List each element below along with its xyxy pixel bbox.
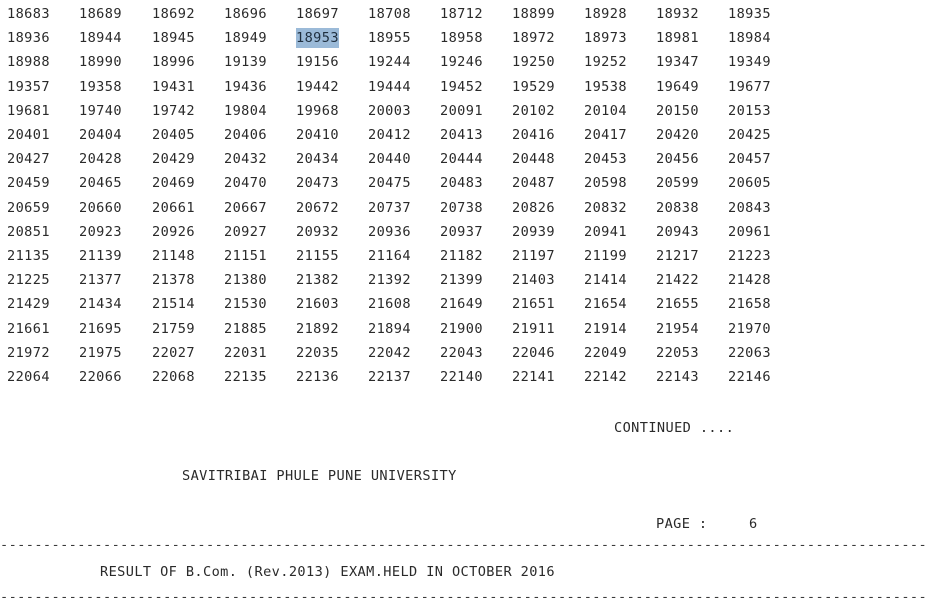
seat-number[interactable]: 20487 — [512, 175, 555, 192]
seat-number[interactable]: 18683 — [7, 6, 50, 22]
seat-number[interactable]: 20598 — [584, 175, 627, 192]
seat-number[interactable]: 20456 — [656, 151, 699, 168]
seat-number[interactable]: 21151 — [224, 248, 267, 264]
seat-number[interactable]: 20599 — [656, 175, 699, 192]
seat-number[interactable]: 20417 — [584, 127, 627, 143]
seat-number[interactable]: 21382 — [296, 272, 339, 289]
seat-number[interactable]: 18689 — [79, 6, 122, 22]
seat-number[interactable]: 21892 — [296, 320, 339, 337]
seat-number[interactable]: 19250 — [512, 54, 555, 71]
seat-number[interactable]: 20104 — [584, 102, 627, 119]
seat-number[interactable]: 20427 — [7, 151, 50, 168]
seat-number[interactable]: 22136 — [296, 369, 339, 385]
seat-number[interactable]: 20941 — [584, 223, 627, 240]
page-label: PAGE : — [656, 516, 708, 532]
seat-number[interactable]: 18899 — [512, 6, 555, 22]
seat-number[interactable]: 20851 — [7, 223, 50, 240]
seat-number[interactable]: 20943 — [656, 223, 699, 240]
seat-number[interactable]: 21197 — [512, 248, 555, 264]
seat-number[interactable]: 20416 — [512, 127, 555, 143]
seat-number[interactable]: 19252 — [584, 54, 627, 71]
divider-rule-bottom: ------------------------------------------------------------------------------------------------------------ — [0, 589, 927, 605]
continued-label: CONTINUED .... — [614, 420, 735, 436]
seat-number[interactable]: 18996 — [152, 54, 195, 71]
seat-number[interactable]: 19246 — [440, 54, 483, 71]
seat-number[interactable]: 20932 — [296, 223, 339, 240]
seat-number[interactable]: 18936 — [7, 30, 50, 47]
seat-number[interactable]: 19538 — [584, 78, 627, 95]
seat-number[interactable]: 20672 — [296, 199, 339, 216]
seat-number[interactable]: 21148 — [152, 248, 195, 264]
seat-number[interactable]: 20473 — [296, 175, 339, 192]
seat-number[interactable]: 20420 — [656, 127, 699, 143]
seat-number[interactable]: 20475 — [368, 175, 411, 192]
seat-number[interactable]: 20961 — [728, 223, 771, 240]
seat-number[interactable]: 21649 — [440, 296, 483, 313]
seat-number[interactable]: 19649 — [656, 78, 699, 95]
seat-number[interactable]: 20661 — [152, 199, 195, 216]
seat-number[interactable]: 20459 — [7, 175, 50, 192]
seat-number[interactable]: 21223 — [728, 248, 771, 264]
seat-number[interactable]: 20465 — [79, 175, 122, 192]
divider-rule-top: ------------------------------------------------------------------------------------------------------------ — [0, 537, 927, 553]
seat-number[interactable]: 18988 — [7, 54, 50, 71]
seat-number[interactable]: 20406 — [224, 127, 267, 143]
seat-number[interactable]: 20926 — [152, 223, 195, 240]
seat-number[interactable]: 21199 — [584, 248, 627, 264]
seat-number[interactable]: 19740 — [79, 102, 122, 119]
seat-number[interactable]: 20412 — [368, 127, 411, 143]
seat-number[interactable]: 20738 — [440, 199, 483, 216]
seat-number[interactable]: 22053 — [656, 344, 699, 361]
seat-number[interactable]: 18955 — [368, 30, 411, 47]
seat-number[interactable]: 22146 — [728, 369, 771, 385]
seat-number[interactable]: 20153 — [728, 102, 771, 119]
seat-number[interactable]: 18949 — [224, 30, 267, 47]
seat-number[interactable]: 20434 — [296, 151, 339, 168]
result-title: RESULT OF B.Com. (Rev.2013) EXAM.HELD IN OCTOBER 2016 — [100, 564, 555, 580]
seat-number[interactable]: 18708 — [368, 6, 411, 22]
seat-number[interactable]: 22042 — [368, 344, 411, 361]
seat-number[interactable]: 19139 — [224, 54, 267, 71]
seat-number[interactable]: 19529 — [512, 78, 555, 95]
seat-number[interactable]: 22063 — [728, 344, 771, 361]
seat-number[interactable]: 21514 — [152, 296, 195, 313]
seat-number[interactable]: 21603 — [296, 296, 339, 313]
seat-number[interactable]: 20832 — [584, 199, 627, 216]
seat-number[interactable]: 20401 — [7, 127, 50, 143]
seat-number[interactable]: 20605 — [728, 175, 771, 192]
seat-number[interactable]: 21911 — [512, 320, 555, 337]
seat-number[interactable]: 21414 — [584, 272, 627, 289]
seat-number[interactable]: 19442 — [296, 78, 339, 95]
seat-number[interactable]: 21139 — [79, 248, 122, 264]
seat-number[interactable]: 22031 — [224, 344, 267, 361]
seat-number[interactable]: 20457 — [728, 151, 771, 168]
seat-number[interactable]: 22066 — [79, 369, 122, 385]
seat-number[interactable]: 21894 — [368, 320, 411, 337]
selected-seat-number[interactable]: 18953 — [296, 30, 339, 47]
seat-number[interactable]: 20939 — [512, 223, 555, 240]
seat-number[interactable]: 21655 — [656, 296, 699, 313]
seat-number[interactable]: 22137 — [368, 369, 411, 385]
seat-number[interactable]: 19681 — [7, 102, 50, 119]
university-name: SAVITRIBAI PHULE PUNE UNIVERSITY — [182, 468, 457, 484]
seat-number[interactable]: 19244 — [368, 54, 411, 71]
seat-number[interactable]: 21654 — [584, 296, 627, 313]
seat-number[interactable]: 18945 — [152, 30, 195, 47]
seat-number[interactable]: 18928 — [584, 6, 627, 22]
seat-number[interactable]: 18696 — [224, 6, 267, 22]
seat-number[interactable]: 20936 — [368, 223, 411, 240]
seat-number[interactable]: 20444 — [440, 151, 483, 168]
seat-number[interactable]: 20483 — [440, 175, 483, 192]
seat-number[interactable]: 22142 — [584, 369, 627, 385]
seat-number[interactable]: 21135 — [7, 248, 50, 264]
seat-number[interactable]: 20410 — [296, 127, 339, 143]
seat-number[interactable]: 20937 — [440, 223, 483, 240]
seat-number[interactable]: 20425 — [728, 127, 771, 143]
seat-number[interactable]: 18712 — [440, 6, 483, 22]
seat-number[interactable]: 21695 — [79, 320, 122, 337]
seat-number[interactable]: 22043 — [440, 344, 483, 361]
seat-number[interactable]: 21975 — [79, 344, 122, 361]
seat-number[interactable]: 19347 — [656, 54, 699, 71]
seat-number[interactable]: 22068 — [152, 369, 195, 385]
seat-number[interactable]: 21530 — [224, 296, 267, 313]
seat-number[interactable]: 19742 — [152, 102, 195, 119]
seat-number[interactable]: 20150 — [656, 102, 699, 119]
seat-number[interactable]: 18697 — [296, 6, 339, 22]
seat-number[interactable]: 20923 — [79, 223, 122, 240]
seat-number[interactable]: 21378 — [152, 272, 195, 289]
seat-number[interactable]: 20659 — [7, 199, 50, 216]
seat-number[interactable]: 21900 — [440, 320, 483, 337]
seat-number[interactable]: 21434 — [79, 296, 122, 313]
seat-number[interactable]: 20843 — [728, 199, 771, 216]
seat-number[interactable]: 20448 — [512, 151, 555, 168]
seat-number[interactable]: 18944 — [79, 30, 122, 47]
seat-number[interactable]: 19436 — [224, 78, 267, 95]
seat-number[interactable]: 21651 — [512, 296, 555, 313]
seat-number[interactable]: 18990 — [79, 54, 122, 71]
seat-number[interactable]: 21885 — [224, 320, 267, 337]
seat-number[interactable]: 21422 — [656, 272, 699, 289]
seat-number[interactable]: 20102 — [512, 102, 555, 119]
seat-number[interactable]: 19677 — [728, 78, 771, 95]
seat-number[interactable]: 20404 — [79, 127, 122, 143]
seat-number[interactable]: 20091 — [440, 102, 483, 119]
seat-number[interactable]: 21428 — [728, 272, 771, 289]
seat-number[interactable]: 22035 — [296, 344, 339, 361]
seat-number[interactable]: 18972 — [512, 30, 555, 47]
seat-number[interactable]: 20453 — [584, 151, 627, 168]
seat-number[interactable]: 18981 — [656, 30, 699, 47]
seat-number[interactable]: 19358 — [79, 78, 122, 95]
seat-number[interactable]: 21759 — [152, 320, 195, 337]
seat-number[interactable]: 22141 — [512, 369, 555, 385]
seat-number[interactable]: 19349 — [728, 54, 771, 71]
seat-number[interactable]: 18692 — [152, 6, 195, 22]
seat-number[interactable]: 19804 — [224, 102, 267, 119]
seat-number[interactable]: 21403 — [512, 272, 555, 289]
seat-number[interactable]: 19444 — [368, 78, 411, 95]
seat-number[interactable]: 18984 — [728, 30, 771, 47]
seat-number[interactable]: 20432 — [224, 151, 267, 168]
seat-number[interactable]: 21399 — [440, 272, 483, 289]
seat-number[interactable]: 21661 — [7, 320, 50, 337]
seat-number[interactable]: 20826 — [512, 199, 555, 216]
seat-number[interactable]: 22027 — [152, 344, 195, 361]
seat-number[interactable]: 19156 — [296, 54, 339, 71]
seat-number[interactable]: 20838 — [656, 199, 699, 216]
seat-number[interactable]: 21155 — [296, 248, 339, 264]
seat-number[interactable]: 22046 — [512, 344, 555, 361]
seat-number[interactable]: 21182 — [440, 248, 483, 264]
seat-number[interactable]: 21164 — [368, 248, 411, 264]
page-number: 6 — [749, 516, 758, 532]
seat-number[interactable]: 19452 — [440, 78, 483, 95]
seat-number[interactable]: 21225 — [7, 272, 50, 289]
seat-number[interactable]: 20428 — [79, 151, 122, 168]
seat-number[interactable]: 20440 — [368, 151, 411, 168]
seat-number[interactable]: 21972 — [7, 344, 50, 361]
seat-number[interactable]: 18932 — [656, 6, 699, 22]
seat-number[interactable]: 22143 — [656, 369, 699, 385]
seat-number[interactable]: 20660 — [79, 199, 122, 216]
seat-number[interactable]: 19431 — [152, 78, 195, 95]
seat-number[interactable]: 18958 — [440, 30, 483, 47]
seat-number[interactable]: 21970 — [728, 320, 771, 337]
seat-number[interactable]: 21429 — [7, 296, 50, 313]
seat-number[interactable]: 22135 — [224, 369, 267, 385]
seat-number[interactable]: 21608 — [368, 296, 411, 313]
seat-number[interactable]: 22064 — [7, 369, 50, 385]
seat-number[interactable]: 20667 — [224, 199, 267, 216]
seat-number[interactable]: 21954 — [656, 320, 699, 337]
seat-number[interactable]: 19968 — [296, 102, 339, 119]
seat-number[interactable]: 21392 — [368, 272, 411, 289]
seat-number[interactable]: 20413 — [440, 127, 483, 143]
seat-number[interactable]: 20429 — [152, 151, 195, 168]
seat-number[interactable]: 20470 — [224, 175, 267, 192]
seat-number[interactable]: 19357 — [7, 78, 50, 95]
seat-number[interactable]: 20927 — [224, 223, 267, 240]
seat-number[interactable]: 21914 — [584, 320, 627, 337]
seat-number[interactable]: 21380 — [224, 272, 267, 289]
seat-number[interactable]: 21658 — [728, 296, 771, 313]
seat-number[interactable]: 18973 — [584, 30, 627, 47]
seat-number[interactable]: 22140 — [440, 369, 483, 385]
seat-number[interactable]: 22049 — [584, 344, 627, 361]
seat-number[interactable]: 21377 — [79, 272, 122, 289]
seat-number[interactable]: 18935 — [728, 6, 771, 22]
seat-number[interactable]: 20003 — [368, 102, 411, 119]
seat-number[interactable]: 21217 — [656, 248, 699, 264]
seat-number[interactable]: 20737 — [368, 199, 411, 216]
seat-number[interactable]: 20469 — [152, 175, 195, 192]
seat-number[interactable]: 20405 — [152, 127, 195, 143]
